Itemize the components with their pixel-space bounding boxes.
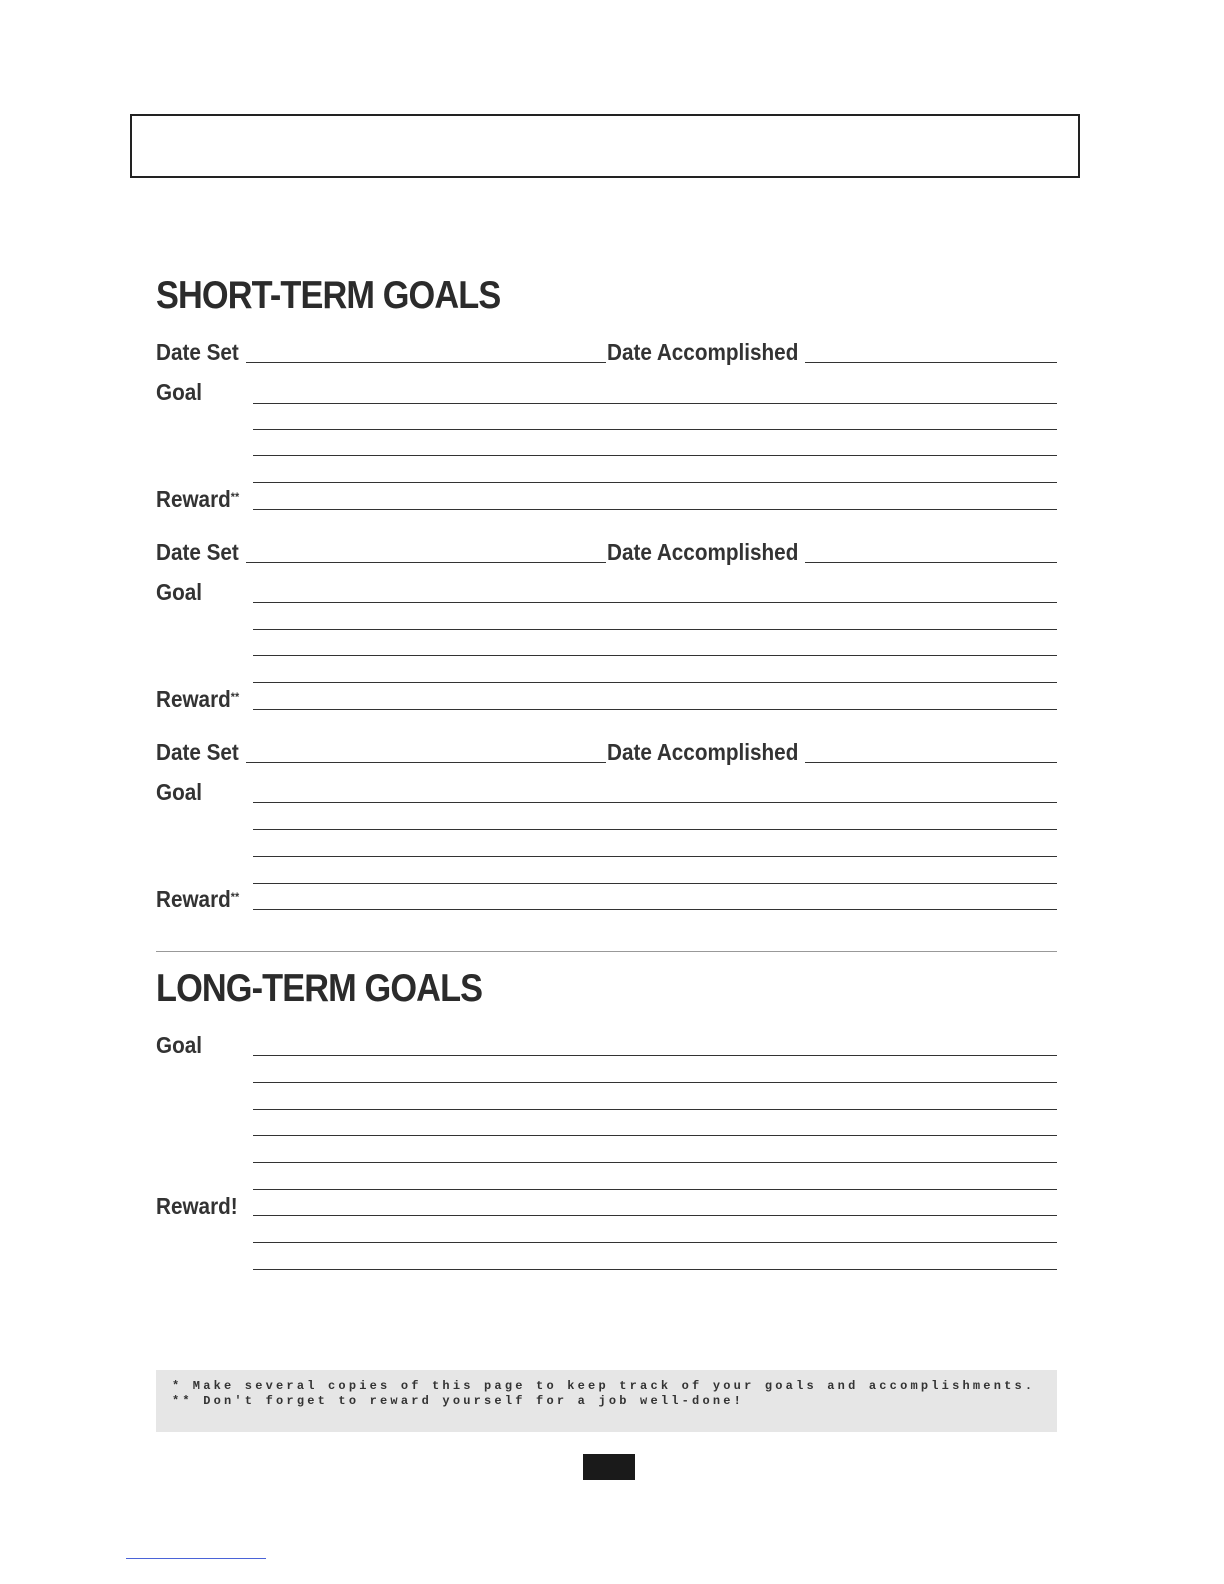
long-term-goal-line[interactable] [253, 1189, 1057, 1190]
section-divider [156, 951, 1057, 952]
goal-line[interactable] [253, 856, 1057, 857]
date-accomplished-label: Date Accomplished [607, 339, 799, 365]
short-term-heading: SHORT-TERM GOALS [156, 274, 501, 317]
note-reward: ** Don't forget to reward yourself for a job well-done! [172, 1394, 745, 1408]
footer-rule [126, 1558, 266, 1559]
long-term-reward-label: Reward! [156, 1193, 238, 1219]
reward-line[interactable] [253, 909, 1057, 910]
goal-line[interactable] [253, 429, 1057, 430]
footnote-mark: ** [230, 690, 240, 704]
note-copies: * Make several copies of this page to keep track of your goals and accomplishments. [172, 1379, 1036, 1393]
reward-line[interactable] [253, 709, 1057, 710]
long-term-goal-line[interactable] [253, 1135, 1057, 1136]
footnote-mark: ** [230, 890, 240, 904]
long-term-goal-label: Goal [156, 1032, 203, 1058]
date-accomplished-field[interactable] [805, 762, 1057, 763]
date-set-label: Date Set [156, 339, 239, 365]
reward-label: Reward** [156, 886, 240, 912]
goal-label: Goal [156, 379, 203, 405]
date-accomplished-label: Date Accomplished [607, 739, 799, 765]
long-term-goal-line[interactable] [253, 1109, 1057, 1110]
goal-line[interactable] [253, 655, 1057, 656]
goal-line[interactable] [253, 829, 1057, 830]
date-set-field[interactable] [246, 762, 606, 763]
reward-label: Reward** [156, 486, 240, 512]
long-term-heading: LONG-TERM GOALS [156, 967, 483, 1010]
goal-line[interactable] [253, 482, 1057, 483]
date-set-label: Date Set [156, 739, 239, 765]
long-term-goal-line[interactable] [253, 1055, 1057, 1056]
long-term-goal-line[interactable] [253, 1162, 1057, 1163]
long-term-goal-line[interactable] [253, 1082, 1057, 1083]
goal-label: Goal [156, 579, 203, 605]
long-term-reward-line[interactable] [253, 1242, 1057, 1243]
goal-line[interactable] [253, 802, 1057, 803]
goal-line[interactable] [253, 403, 1057, 404]
goal-line[interactable] [253, 629, 1057, 630]
title-box [130, 114, 1080, 178]
reward-label: Reward** [156, 686, 240, 712]
date-accomplished-label: Date Accomplished [607, 539, 799, 565]
date-set-label: Date Set [156, 539, 239, 565]
page-number-tab [583, 1454, 635, 1480]
footnote-mark: ** [230, 490, 240, 504]
long-term-reward-line[interactable] [253, 1269, 1057, 1270]
date-set-field[interactable] [246, 362, 606, 363]
reward-line[interactable] [253, 509, 1057, 510]
long-term-reward-line[interactable] [253, 1215, 1057, 1216]
date-accomplished-field[interactable] [805, 362, 1057, 363]
goal-line[interactable] [253, 682, 1057, 683]
goal-line[interactable] [253, 455, 1057, 456]
goal-line[interactable] [253, 602, 1057, 603]
date-set-field[interactable] [246, 562, 606, 563]
goal-line[interactable] [253, 883, 1057, 884]
date-accomplished-field[interactable] [805, 562, 1057, 563]
goal-label: Goal [156, 779, 203, 805]
